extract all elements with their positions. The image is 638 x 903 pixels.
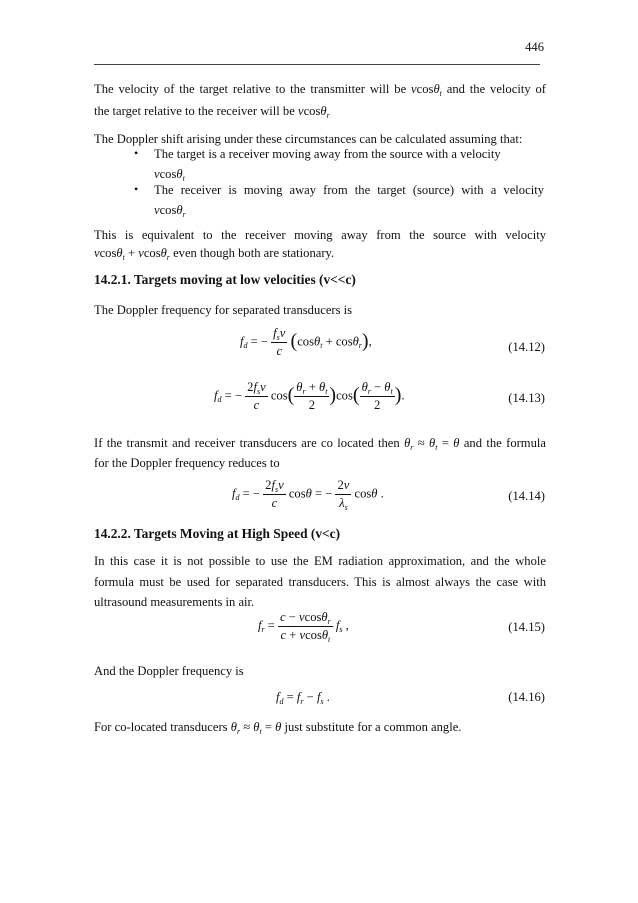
page-number: 446 — [525, 40, 544, 54]
final-angle-equality: $\theta_r \approx \theta_t = \theta$ — [230, 720, 282, 736]
final-text-b: just substitute for a common angle. — [284, 720, 462, 734]
equation-number-14-13: (14.13) — [508, 391, 545, 405]
equation-number-14-16: (14.16) — [508, 690, 545, 704]
paragraph-equivalent-line2 — [94, 242, 546, 266]
equation-14-16: $f_d = f_r - f_s$ . — [276, 690, 330, 706]
equation-number-14-15: (14.15) — [508, 620, 545, 634]
bullet-1-velocity: vcosθ$_t$ — [154, 167, 185, 183]
eq13-fraction-c: $\frac{\theta_r - \theta_t}{2}$ — [361, 380, 393, 412]
eq14-fraction-b: $\frac{2v}{\lambda_s}$ — [337, 478, 350, 512]
equation-14-13: $f_d$ = − $\frac{2f_sv}{c}$ cos( $\frac{\theta_r + \theta_t}{2}$ )cos( $\frac{\theta_r - \theta_t}{2}$ ). — [214, 380, 405, 412]
equation-14-12: $f_d$ = − $\frac{f_sv}{c}$ (cosθ$_t$ + cosθ$_r$), — [240, 326, 372, 358]
eq12-fraction: $\frac{f_sv}{c}$ — [273, 326, 286, 358]
eq14-fraction-a: $\frac{2f_sv}{c}$ — [265, 478, 284, 510]
v-cos-theta-r-inline: vcosθ$_r$ — [297, 104, 330, 120]
section-heading-14-2-2: 14.2.2. Targets Moving at High Speed (v<c) — [94, 526, 341, 541]
bullet-item-2 — [154, 180, 544, 200]
equation-14-15: $f_r$ = $\frac{c - vcos\theta_r}{c + vcos\theta_t}$ $f_s$ , — [258, 610, 349, 644]
p4-text-b: and the formula — [463, 436, 546, 450]
section-heading-14-2-1: 14.2.1. Targets moving at low velocities (v<<c) — [94, 272, 356, 287]
eq13-fraction-b: $\frac{\theta_r + \theta_t}{2}$ — [296, 380, 328, 412]
final-text-a: For co-located transducers — [94, 720, 228, 734]
paragraph-doppler-shift: The Doppler shift arising under these circumstances can be calculated assuming that: — [94, 132, 523, 146]
p3-text-a: This is equivalent to the receiver moving away from the source with velocity — [94, 228, 546, 242]
equation-number-14-14: (14.14) — [508, 489, 545, 503]
equation-14-14: $f_d$ = − $\frac{2f_sv}{c}$ cosθ = − $\frac{2v}{\lambda_s}$ cosθ . — [232, 478, 384, 512]
bullet-dot-1: • — [134, 146, 139, 160]
bullet-2-velocity-line — [154, 200, 544, 222]
v-cos-theta-t-inline: vcosθ$_t$ — [411, 82, 442, 98]
paragraph-high-speed: In this case it is not possible to use the EM radiation approximation, and the whole formula must be used for separated transducers. This is almost always the case with ultrasound measurements in air. — [94, 554, 546, 609]
paragraph-reduces-to: for the Doppler frequency reduces to — [94, 456, 280, 470]
p3-text-b: even though both are stationary. — [173, 246, 335, 260]
p1-text-c: the target relative to the receiver will be — [94, 104, 295, 118]
header-rule — [94, 64, 540, 65]
combined-velocity: vcosθ$_t$ + vcosθ$_r$ — [94, 246, 170, 262]
p1-text-b: and the velocity of — [446, 82, 546, 96]
eq13-fraction-a: $\frac{2f_sv}{c}$ — [247, 380, 266, 412]
paragraph-doppler-frequency: And the Doppler frequency is — [94, 664, 244, 678]
paragraph-velocity-receiver — [94, 100, 546, 124]
bullet-2-velocity: vcosθ$_r$ — [154, 203, 186, 219]
bullet-2-text: The receiver is moving away from the target (source) with a velocity — [154, 183, 544, 197]
paragraph-common-angle — [94, 716, 546, 740]
eq15-fraction: $\frac{c - vcos\theta_r}{c + vcos\theta_t}$ — [280, 610, 331, 644]
bullet-1-text: The target is a receiver moving away from the source with a velocity — [154, 147, 501, 161]
p4-text-a: If the transmit and receiver transducers are co located then — [94, 436, 400, 450]
angle-equality: $\theta_r \approx \theta_t = \theta$ — [404, 436, 460, 452]
paragraph-velocity-transmitter — [94, 78, 546, 102]
equation-number-14-12: (14.12) — [508, 340, 545, 354]
paragraph-separated-intro: The Doppler frequency for separated transducers is — [94, 303, 353, 317]
bullet-dot-2: • — [134, 182, 139, 196]
p1-text-a: The velocity of the target relative to the transmitter will be — [94, 82, 407, 96]
